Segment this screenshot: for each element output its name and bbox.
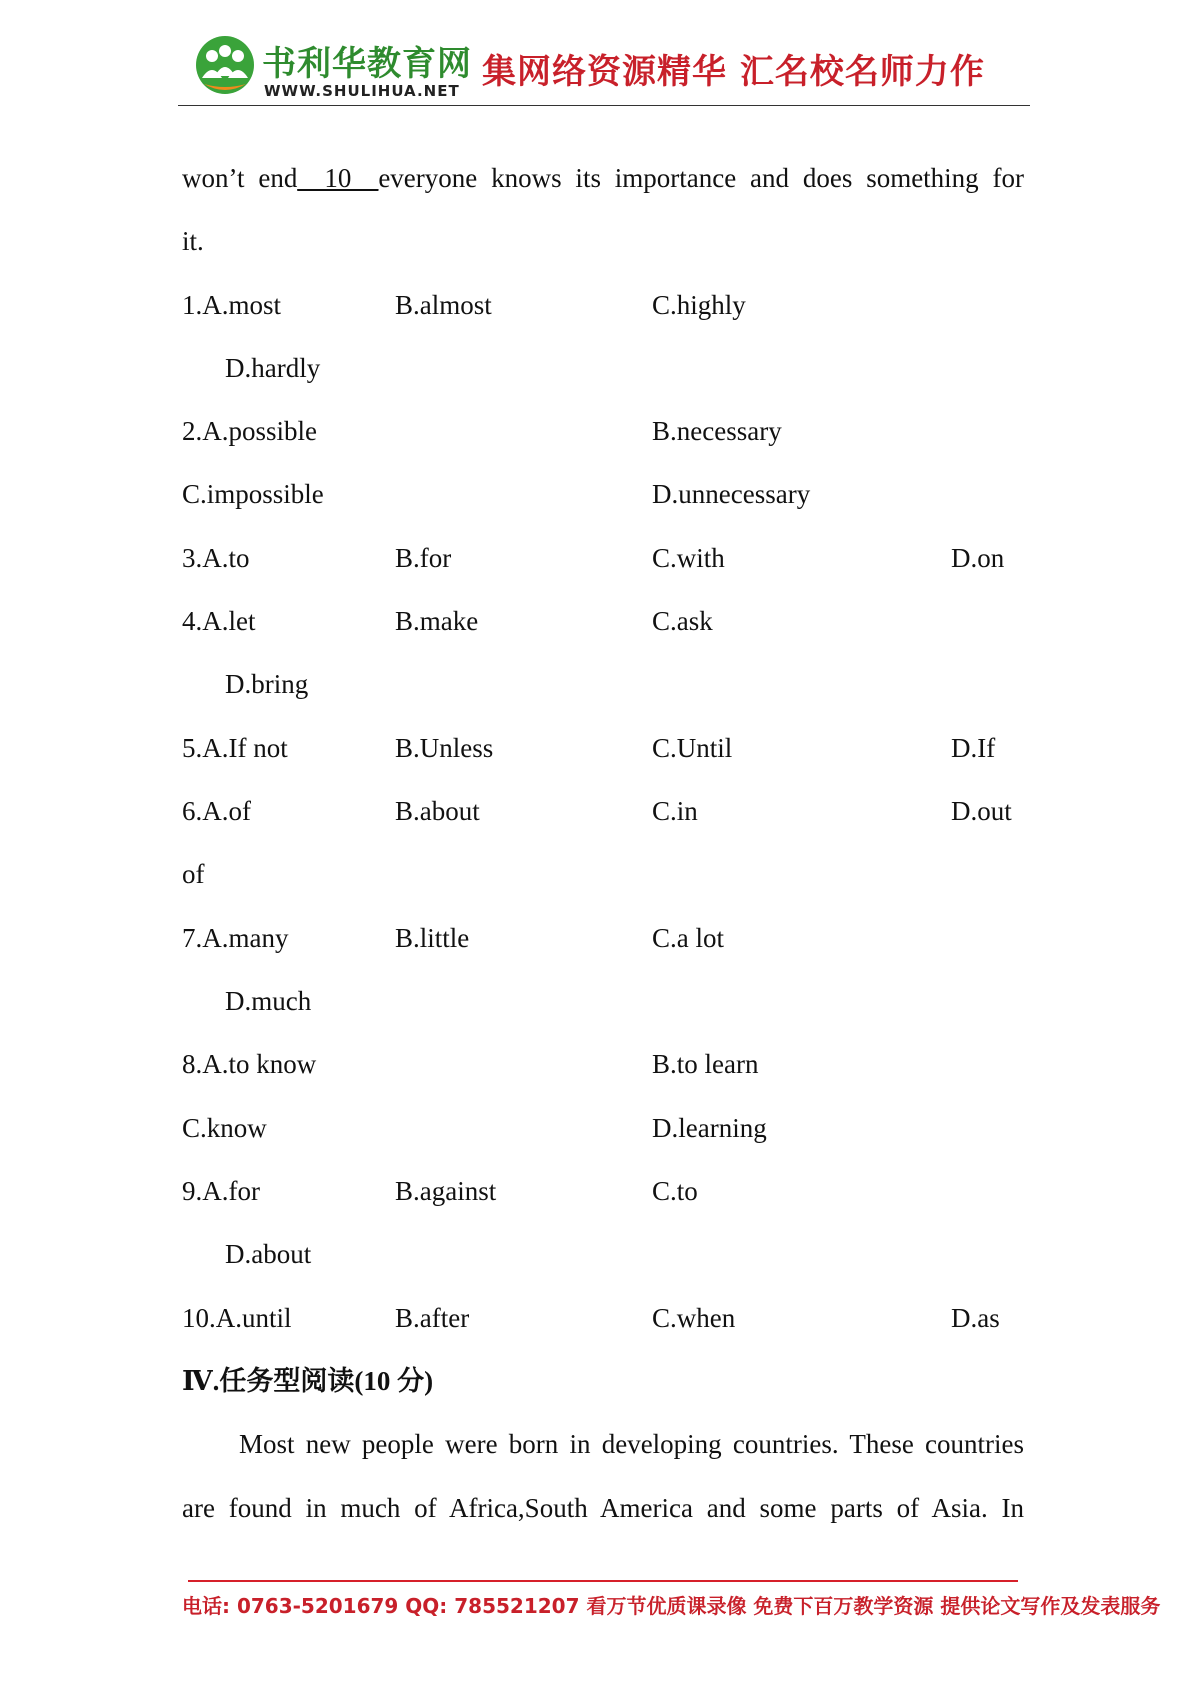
option-7d: D.much: [225, 986, 312, 1016]
option-4d: D.bring: [225, 669, 309, 699]
section-heading: Ⅳ.任务型阅读(10 分): [182, 1366, 434, 1396]
option-8d: D.learning: [652, 1113, 767, 1143]
passage-line: it.: [182, 226, 204, 256]
option-6a: 6.A.of: [182, 796, 251, 826]
option-9b: B.against: [395, 1176, 497, 1206]
option-3c: C.with: [652, 543, 725, 573]
reading-paragraph-line: Most new people were born in developing countries. These countries: [239, 1429, 1024, 1459]
brand-url: WWW.SHULIHUA.NET: [264, 82, 460, 100]
option-6d: D.out: [951, 796, 1012, 826]
option-10c: C.when: [652, 1303, 736, 1333]
option-10a: 10.A.until: [182, 1303, 292, 1333]
passage-line: [182, 161, 1024, 195]
option-1c: C.highly: [652, 290, 746, 320]
option-5b: B.Unless: [395, 733, 494, 763]
option-9a: 9.A.for: [182, 1176, 260, 1206]
option-3a: 3.A.to: [182, 543, 250, 573]
option-3d: D.on: [951, 543, 1005, 573]
option-1b: B.almost: [395, 290, 492, 320]
option-5c: C.Until: [652, 733, 733, 763]
option-4b: B.make: [395, 606, 479, 636]
page-header: [182, 28, 1030, 108]
option-8b: B.to learn: [652, 1049, 759, 1079]
passage-text: won’t end: [182, 163, 298, 193]
footer-divider: [188, 1580, 1018, 1582]
option-9d: D.about: [225, 1239, 312, 1269]
option-8a: 8.A.to know: [182, 1049, 317, 1079]
passage-text: everyone knows its importance and does something for: [378, 163, 1024, 193]
option-6b: B.about: [395, 796, 480, 826]
header-slogan: 集网络资源精华 汇名校名师力作: [482, 52, 985, 92]
option-2b: B.necessary: [652, 416, 782, 446]
option-4c: C.ask: [652, 606, 713, 636]
blank-10: __10__: [297, 163, 379, 193]
option-3b: B.for: [395, 543, 452, 573]
footer-contact: 电话: 0763-5201679 QQ: 785521207 看万节优质课录像 免费下百万教学资源 提供论文写作及发表服务: [182, 1594, 1161, 1618]
option-6d-continued: of: [182, 859, 205, 889]
option-1d: D.hardly: [225, 353, 321, 383]
option-4a: 4.A.let: [182, 606, 256, 636]
option-7a: 7.A.many: [182, 923, 289, 953]
option-10d: D.as: [951, 1303, 1000, 1333]
option-7c: C.a lot: [652, 923, 724, 953]
option-7b: B.little: [395, 923, 470, 953]
reading-paragraph-line: are found in much of Africa,South America and some parts of Asia. In: [182, 1493, 1024, 1523]
option-1a: 1.A.most: [182, 290, 282, 320]
option-6c: C.in: [652, 796, 698, 826]
option-2d: D.unnecessary: [652, 479, 811, 509]
brand-name: 书利华教育网: [262, 44, 472, 84]
header-divider: [178, 105, 1030, 106]
option-9c: C.to: [652, 1176, 698, 1206]
option-2a: 2.A.possible: [182, 416, 317, 446]
option-5a: 5.A.If not: [182, 733, 288, 763]
people-logo-icon: [194, 34, 256, 96]
option-2c: C.impossible: [182, 479, 324, 509]
option-8c: C.know: [182, 1113, 267, 1143]
option-10b: B.after: [395, 1303, 470, 1333]
option-5d: D.If: [951, 733, 996, 763]
